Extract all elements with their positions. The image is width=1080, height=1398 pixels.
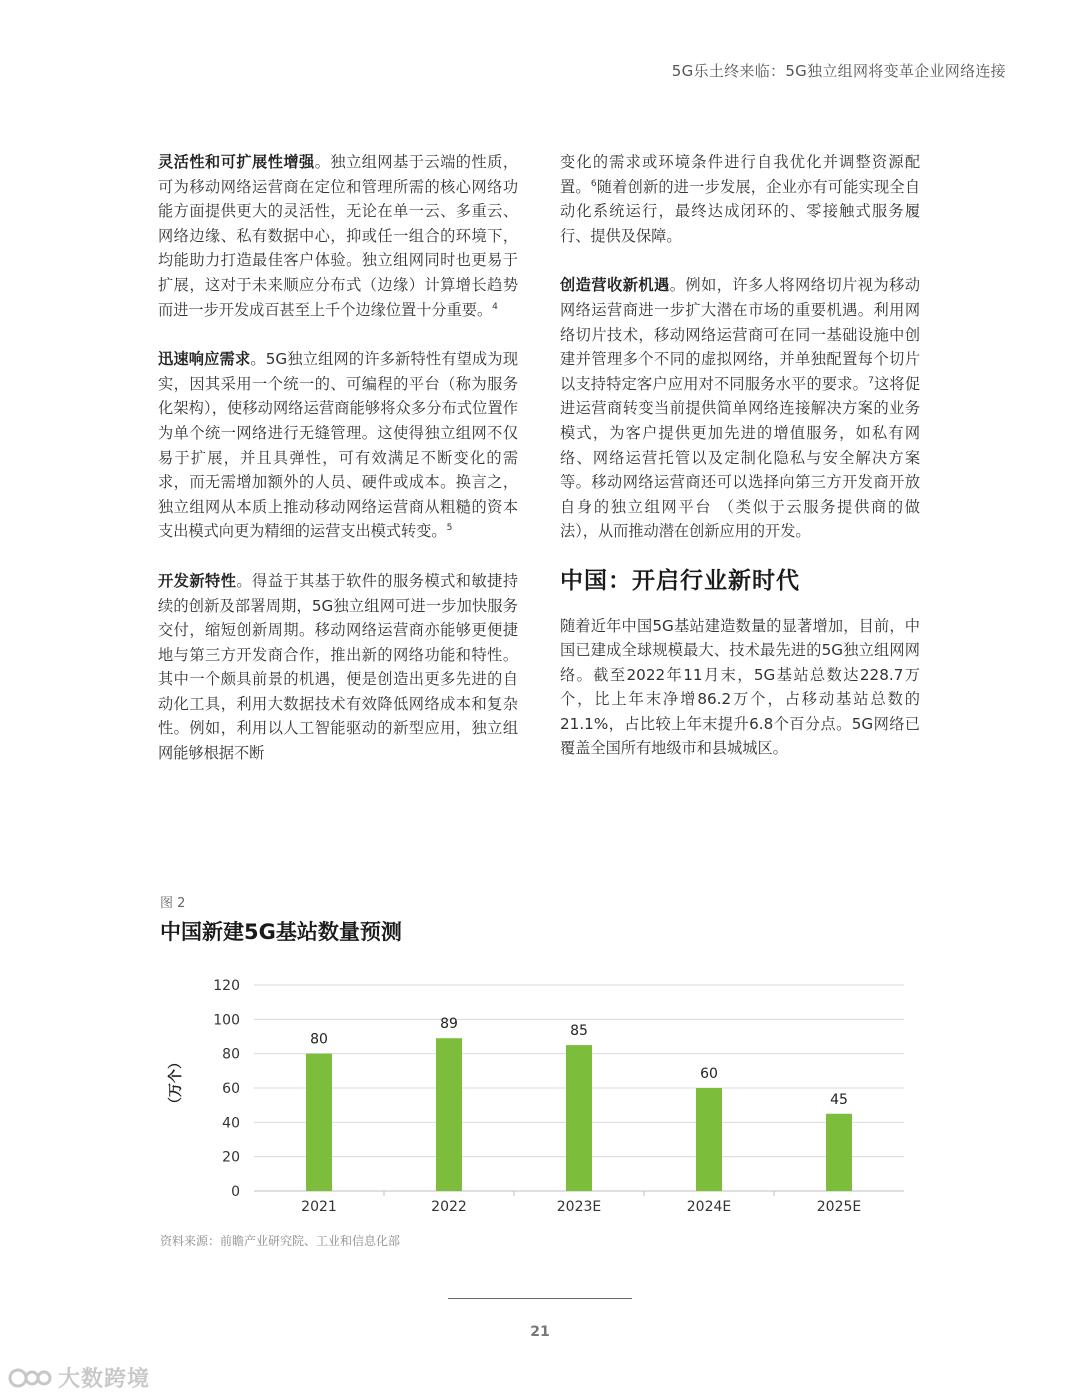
paragraph-lead: 开发新特性 bbox=[158, 571, 237, 590]
bar bbox=[436, 1038, 462, 1191]
paragraph-new-features bbox=[158, 569, 518, 766]
bar-value-label: 45 bbox=[830, 1091, 848, 1108]
figure-source: 资料来源：前瞻产业研究院、工业和信息化部 bbox=[160, 1234, 401, 1248]
paragraph-flexibility bbox=[158, 150, 518, 322]
bar-chart bbox=[150, 965, 920, 1225]
y-tick-label: 0 bbox=[231, 1184, 240, 1200]
y-tick-label: 100 bbox=[213, 1012, 240, 1029]
bar-value-label: 89 bbox=[440, 1016, 458, 1033]
paragraph-body: 。得益于其基于软件的服务模式和敏捷持续的创新及部署周期，5G独立组网可进一步加快服务交付，缩短创新周期。移动网络运营商亦能够更便捷地与第三方开发商合作，推出新的网络功能和特性。其中一个颇具前景的机遇，便是创造出更多先进的自动化工具，利用大数据技术有效降低网络成本和复杂性。例如，利用以人工智能驱动的新型应用，独立组网能够根据不断 bbox=[158, 571, 519, 763]
footer-divider bbox=[448, 1298, 632, 1299]
footnote-ref[interactable]: 7 bbox=[868, 375, 874, 386]
paragraph-body: 这将促进运营商转变当前提供简单网络连接解决方案的业务模式，为客户提供更加先进的增值服务，如私有网络、网络运营托管以及定制化隐私与安全解决方案等。移动网络运营商还可以选择向第三方开发商开放自身的独立组网平台 （类似于云服务提供商的做法），从而推动潜在创新应用的开发。 bbox=[560, 374, 921, 541]
y-axis-label: （万个） bbox=[168, 1055, 184, 1111]
paragraph-lead: 迅速响应需求 bbox=[158, 350, 251, 369]
bar-value-label: 60 bbox=[700, 1066, 718, 1082]
figure-title: 中国新建5G基站数量预测 bbox=[160, 920, 402, 944]
x-tick-label: 2025E bbox=[816, 1199, 862, 1215]
paragraph-body: 变化的需求或环境条件进行自我优化并调整资源配置。 bbox=[560, 153, 920, 196]
bar-value-label: 80 bbox=[310, 1031, 328, 1048]
paragraph-body: 。独立组网基于云端的性质，可为移动网络运营商在定位和管理所需的核心网络功能方面提供更大的灵活性，无论在单一云、多重云、网络边缘、私有数据中心，抑或任一组合的环境下，均能助力打造最佳客户体验。独立组网同时也更易于扩展，这对于未来顺应分布式（边缘）计算增长趋势而进一步开发成百甚至上千个边缘位置十分重要。 bbox=[158, 153, 519, 319]
x-tick-label: 2022 bbox=[431, 1199, 467, 1215]
section-heading-china: 中国：开启行业新时代 bbox=[560, 567, 800, 594]
page-number: 21 bbox=[530, 1324, 550, 1340]
left-column bbox=[158, 150, 518, 791]
paragraph-lead: 创造营收新机遇 bbox=[560, 276, 670, 295]
bar bbox=[566, 1045, 592, 1191]
bar bbox=[826, 1114, 852, 1191]
y-tick-label: 40 bbox=[222, 1115, 240, 1132]
paragraph-china: 随着近年中国5G基站建造数量的显著增加，目前，中国已建成全球规模最大、技术最先进的5G独立组网网络。截至2022年11月末，5G基站总数达228.7万个，比上年末净增86.2万个，占移动基站总数的21.1%，占比较上年末提升6.8个百分点。5G网络已覆盖全国所有地级市和县城城区。 bbox=[560, 616, 920, 758]
y-tick-label: 60 bbox=[222, 1081, 240, 1097]
y-tick-label: 120 bbox=[213, 978, 240, 994]
footnote-ref[interactable]: 5 bbox=[446, 523, 453, 534]
watermark-logo-icon bbox=[8, 1364, 52, 1392]
paragraph-body: 。5G独立组网的许多新特性有望成为现实，因其采用一个统一的、可编程的平台（称为服务化架构），使移动网络运营商能够将众多分布式位置作为单个统一网络进行无缝管理。这使得独立组网不仅易于扩展，并且具弹性，可有效满足不断变化的需求，而无需增加额外的人员、硬件或成本。换言之，独立组网从本质上推动移动网络运营商从粗糙的资本支出模式向更为精细的运营支出模式转变。 bbox=[158, 350, 519, 541]
x-tick-label: 2023E bbox=[556, 1199, 602, 1215]
footnote-ref[interactable]: 4 bbox=[492, 301, 498, 312]
paragraph-body: 。例如，许多人将网络切片视为移动网络运营商进一步扩大潜在市场的重要机遇。利用网络切片技术，移动网络运营商可在同一基础设施中创建并管理多个不同的虚拟网络，并单独配置每个切片以支持特定客户应用对不同服务水平的要求。 bbox=[560, 276, 921, 393]
y-tick-label: 80 bbox=[222, 1046, 240, 1063]
paragraph-body: 随着创新的进一步发展，企业亦有可能实现全自动化系统运行，最终达成闭环的、零接触式服务履行、提供及保障。 bbox=[560, 177, 921, 245]
paragraph-lead: 灵活性和可扩展性增强 bbox=[158, 153, 315, 171]
page-header-title: 5G乐土终来临：5G独立组网将变革企业网络连接 bbox=[671, 62, 1006, 80]
x-tick-label: 2021 bbox=[301, 1199, 337, 1215]
x-tick-label: 2024E bbox=[686, 1199, 732, 1215]
bar bbox=[306, 1054, 332, 1191]
paragraph-continuation bbox=[560, 150, 920, 248]
paragraph-responsiveness bbox=[158, 347, 518, 544]
paragraph-revenue bbox=[560, 273, 920, 544]
watermark bbox=[8, 1362, 150, 1393]
watermark-text: 大数跨境 bbox=[58, 1367, 151, 1392]
y-tick-label: 20 bbox=[222, 1149, 240, 1166]
figure-label: 图 2 bbox=[160, 896, 186, 911]
right-column bbox=[560, 150, 920, 786]
bar bbox=[696, 1088, 722, 1191]
footnote-ref[interactable]: 6 bbox=[590, 178, 597, 189]
bar-value-label: 85 bbox=[570, 1023, 588, 1040]
